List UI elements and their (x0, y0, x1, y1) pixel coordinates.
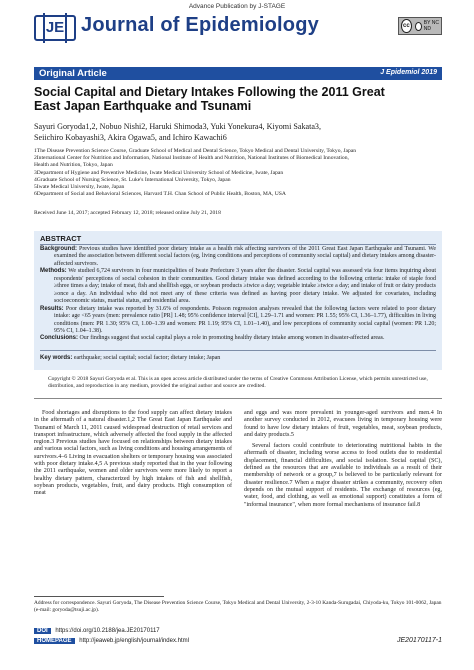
article-dates: Received June 14, 2017; accepted February 12, 2018; released online July 21, 2018 (34, 210, 221, 216)
affiliation-4: 4Graduate School of Nursing Science, St. Luke's International University, Tokyo, Japan (34, 176, 231, 183)
doi-row (34, 628, 160, 634)
cc-icon: cc (401, 19, 412, 33)
section-text: Previous studies have identified poor dietary intake as a health risk affecting survivors of the 2011 Great East Japan Earthquake and Tsunami. We examined the association between different social factors (eg, living conditions and perceptions of community social capital) and dietary intakes among disaster-affected survivors. (54, 246, 436, 267)
creative-commons-badge[interactable] (398, 17, 442, 35)
abstract-background (40, 246, 436, 268)
section-label: Conclusions: (40, 335, 79, 342)
affiliation-2-cont: Health and Nutrition, Tokyo, Japan (34, 162, 113, 169)
attribution-icon (415, 22, 422, 31)
logo-bar-left (43, 13, 45, 43)
intro-paragraph-1-cont: and eggs and was more prevalent in younger-aged survivors and men.4 In another survey conducted in 2012, evacuees living in temporary housing were found to have low dietary intakes of fruit, vegetables, meat, soybean products, and dairy products.5 (244, 410, 442, 438)
correspondence-address: Address for correspondence. Sayuri Goryoda, The Disease Prevention Science Course, Tokyo Medical and Dental University, 2-3-10 Kanda-Surugadai, Chiyoda-ku, Tokyo 101-0062, Japan (e-mail: goryoda@tsuji.ac.jp). (34, 600, 442, 613)
journal-name: Journal of Epidemiology (81, 14, 319, 36)
affiliation-1: 1The Disease Prevention Science Course, Graduate School of Medical and Dental Science, Tokyo Medical and Dental University, Tokyo, Japan (34, 148, 357, 154)
logo-bar-right (65, 13, 67, 43)
section-label: Results: (40, 305, 64, 312)
section-text: Poor dietary intake was reported by 31.6% of respondents. Poisson regression analyses revealed that the following factors were related to poor dietary intake: age <65 years (men: prevalence ratio [PR] 1.48; 95% confidence interval [CI], 1.29–1.71 and women: PR 1.55; 95% CI, 1.36–1.77), difficulties in living conditions (men: PR 1.30; 95% CI, 1.00–1.39 and women: PR 1.19; 95% CI, 1.01–1.40), and low perceptions of community social capital (women: PR 1.20; 95% CI, 1.04–1.38). (54, 305, 437, 334)
authors-line-2: Seiichiro Kobayashi3, Akira Ogawa5, and Ichiro Kawachi6 (34, 132, 227, 142)
copyright-notice: Copyright © 2018 Sayuri Goryoda et al. This is an open access article distributed under the terms of Creative Commons Attribution License, which permits unrestricted use, distribution, and reproduction in any medium, provided the original author and source are credited. (48, 376, 428, 389)
keywords-box (34, 349, 442, 370)
section-label: Methods: (40, 268, 67, 275)
affiliations (34, 148, 444, 198)
journal-logo (34, 15, 76, 41)
page-identifier: JE20170117-1 (396, 637, 442, 644)
journal-header (34, 13, 442, 43)
section-divider (34, 398, 442, 399)
author-list (34, 122, 444, 143)
title-line-1: Social Capital and Dietary Intakes Following the 2011 Great (34, 85, 385, 99)
journal-citation: J Epidemiol 2019 (380, 69, 437, 76)
affiliation-3: 3Department of Hygiene and Preventive Medicine, Iwate Medical University School of Medicine, Iwate, Japan (34, 169, 284, 176)
abstract-results (40, 305, 437, 336)
intro-paragraph-1: Food shortages and disruptions to the food supply can affect dietary intakes in the aftermath of a natural disaster.1,2 The Great East Japan Earthquake and Tsunami of March 11, 2011 caused widespread destruction of retail services and transport infrastructure, which adversely affected the food supply in the affected region.3 Previous studies have focused on relationships between dietary intakes and various social factors, such as living conditions and housing arrangements of survivors.4–6 Living in evacuation shelters or temporary housing was associated with poor dietary intake.4,5 A previous study reported that in the year following the 2011 earthquake, women and older survivors were more likely to report a healthy dietary pattern, characterized by high intakes of fish and shellfish, soybean products, vegetables, fruit, and dairy products. High consumption of meat (34, 410, 232, 497)
section-text: We studied 6,724 survivors in four municipalities of Iwate Prefecture 3 years after the disaster. Social capital was assessed via four items inquiring about respondents' perceptions of social cohesion in their communities. Good dietary intake was defined according to the following criteria: intake of staple food ≥three times a day; intake of meat, fish and shellfish eggs, or soybean products ≥twice a day; vegetable intake ≥twice a day; and intake of fruit or dairy products ≥once a day. An individual who did not meet any of these criteria was defined as having poor dietary intake. We adjusted for covariates, including socioeconomic status, marital status, and residential area. (54, 268, 437, 305)
logo-text: JE (45, 19, 65, 36)
section-label: Background: (40, 246, 78, 252)
article-type-band (34, 67, 442, 80)
section-text: Our findings suggest that social capital plays a role in promoting healthy dietary intake among women in disaster-affected areas. (79, 335, 385, 342)
keywords-text: earthquake; social capital; social factor; dietary intake; Japan (73, 355, 221, 361)
article-title (34, 85, 434, 113)
keywords-line (40, 355, 220, 361)
article-type: Original Article (39, 68, 107, 79)
homepage-label: HOMEPAGE (34, 638, 75, 644)
homepage-row (34, 638, 189, 644)
affiliation-2: 2International Center for Nutrition and Information, National Institute of Health and Nutrition, National Institutes of Biomedical Innovation, (34, 155, 349, 162)
body-column-left (34, 410, 232, 498)
abstract-body (40, 246, 436, 343)
title-line-2: East Japan Earthquake and Tsunami (34, 99, 252, 113)
homepage-link[interactable]: http://jeaweb.jp/english/journal/index.html (79, 638, 189, 644)
intro-paragraph-2: Several factors could contribute to deteriorating nutritional habits in the aftermath of disaster, including worse access to food outlets due to residential displacement, financial difficulties, and social isolation. Social capital (SC), defined as the resources that are available to individuals as a result of their membership of network or a group,7 is believed to be particularly relevant for disaster resilience.7 When a major disaster strikes a community, recovery often depends on the mutual support of residents. The exchange of resources (eg, water, food, and clothing, as well as emotional support) constitutes a form of "informal insurance", when more formal mechanisms of insurance fail.8 (244, 443, 442, 508)
keywords-divider (40, 350, 436, 351)
doi-link[interactable]: https://doi.org/10.2188/jea.JE20170117 (55, 628, 160, 634)
abstract-conclusions (40, 335, 436, 342)
advance-publication-note: Advance Publication by J-STAGE (188, 3, 286, 10)
body-column-right (244, 410, 442, 509)
keywords-label: Key words: (40, 355, 73, 361)
authors-line-1: Sayuri Goryoda1,2, Nobuo Nishi2, Haruki Shimoda3, Yuki Yonekura4, Kiyomi Sakata3, (34, 122, 322, 131)
abstract-heading: ABSTRACT (40, 234, 82, 243)
affiliation-5: 5Iwate Medical University, Iwate, Japan (34, 184, 125, 191)
footnote-divider (34, 596, 164, 597)
abstract-methods (40, 268, 437, 305)
abstract-divider (40, 244, 436, 245)
doi-label: DOI (34, 628, 51, 634)
affiliation-6: 6Department of Social and Behavioral Sciences, Harvard T.H. Chan School of Public Health, Boston, MA, USA (34, 191, 286, 198)
license-text: BY NC ND (423, 20, 439, 32)
